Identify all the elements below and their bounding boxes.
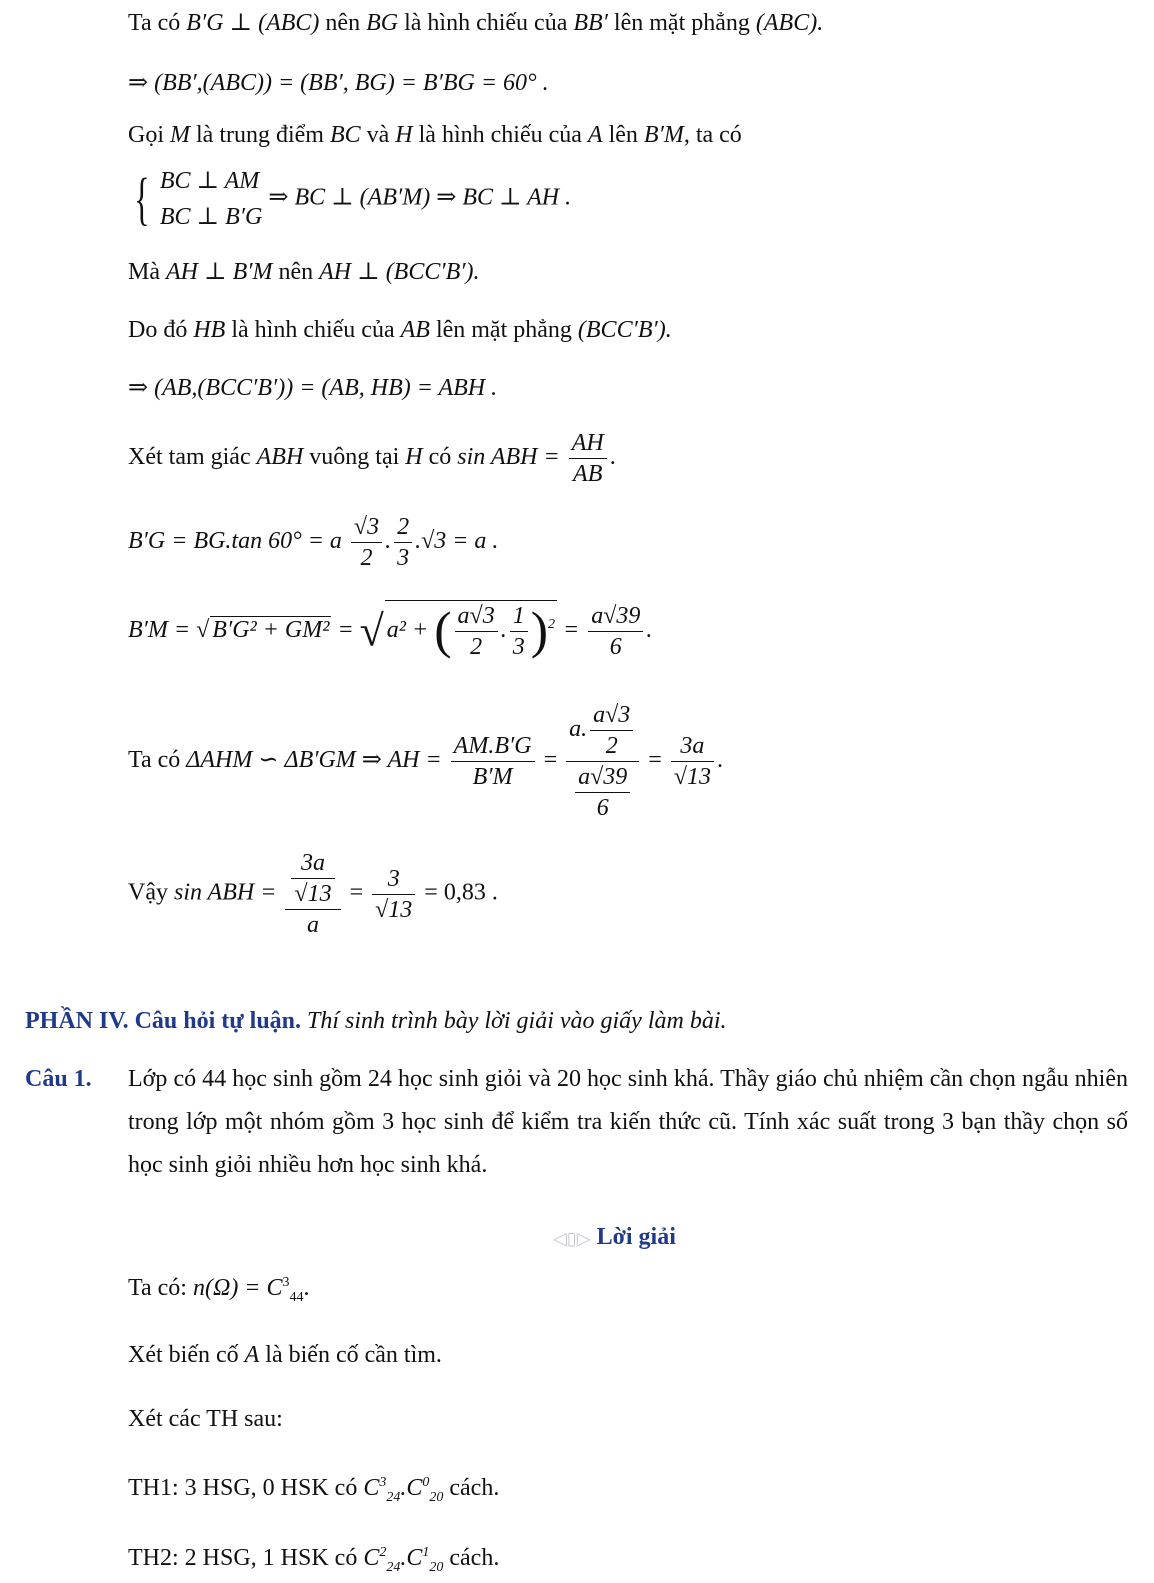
text: là hình chiếu của — [404, 10, 568, 36]
solution-heading — [553, 1222, 676, 1253]
math: = — [648, 747, 662, 774]
compound-fraction: $\frac{\frac{3a}{√13}}{a}$ — [285, 848, 340, 940]
section-title: PHẦN IV. Câu hỏi tự luận. — [25, 1008, 302, 1034]
question-text: Lớp có 44 học sinh gồm 24 học sinh giỏi và 20 học sinh khá. Thầy giáo chủ nhiệm cần chọn ngẫu nhiên trong lớp một nhóm gồm 3 học sinh để kiểm tra kiến thức cũ. Tính xác suất trong 3 bạn thầy chọn số học sinh giỏi nhiều hơn học sinh khá. — [128, 1066, 1128, 1178]
text: TH2: 2 HSG, 1 HSK có — [128, 1545, 358, 1571]
math: ⇒ (BB′,(ABC)) = (BB′, BG) = B′BG = 60° . — [128, 70, 549, 96]
math: BC — [329, 122, 361, 148]
line-4-system — [128, 163, 571, 235]
fraction: $\frac{2}{3}$ — [394, 512, 412, 573]
line-10: B′M = √ B′G² + GM² = √ a² + ( $\frac{a√3}{2}$ . $\frac{1}{3}$ )$^2$ = $\frac{a√39}{6}$ . — [128, 600, 652, 662]
text: nên — [278, 259, 314, 285]
radicand: a² + ( $\frac{a√3}{2}$ . $\frac{1}{3}$ )$^2$ — [385, 600, 557, 662]
math: ⇒ BC ⊥ (AB′M) ⇒ BC ⊥ AH . — [268, 184, 572, 211]
combination: $C^3_{24}.C^0_{20}$ — [363, 1475, 444, 1505]
text: cách. — [449, 1545, 500, 1571]
decorative-arrow-icon: ◁▯▷ — [553, 1228, 591, 1249]
solution-th1 — [128, 1468, 499, 1513]
line-3 — [128, 120, 742, 150]
math: HB — [193, 317, 226, 343]
system-row: BC ⊥ B′G — [159, 204, 263, 230]
math: = — [349, 879, 364, 906]
brace-icon: { — [134, 166, 150, 231]
subscript: 44 — [289, 1289, 304, 1305]
math: .√3 = a . — [415, 528, 499, 555]
text: Vậy — [128, 879, 168, 906]
line-1 — [128, 8, 823, 38]
math: (BCC′B′). — [577, 317, 672, 343]
math: = 0,83 . — [424, 879, 498, 906]
text: TH1: 3 HSG, 0 HSK có — [128, 1475, 358, 1501]
math: = — [543, 747, 558, 774]
text: lên mặt phẳng — [435, 317, 572, 343]
text: Xét tam giác — [128, 444, 251, 471]
question-1 — [25, 1058, 1135, 1198]
superscript: 3 — [282, 1275, 290, 1290]
line-5 — [128, 257, 480, 287]
text: và — [366, 122, 390, 148]
math: H — [405, 444, 423, 471]
text: , ta có — [683, 122, 742, 148]
math: H — [395, 122, 413, 148]
section-instruction: Thí sinh trình bày lời giải vào giấy làm bài. — [307, 1008, 727, 1034]
text: cách. — [449, 1475, 500, 1501]
text: Xét các TH sau: — [128, 1406, 283, 1432]
question-label: Câu 1. — [25, 1066, 92, 1092]
radical-icon: √ — [196, 617, 210, 644]
text: Ta có: — [128, 1275, 187, 1301]
text: là trung điểm — [196, 122, 324, 148]
math: AH ⊥ (BCC′B′). — [319, 259, 480, 285]
compound-fraction: a. $\frac{a√3}{2}$ $\frac{a√39}{6}$ — [566, 700, 639, 823]
line-12 — [128, 848, 498, 940]
fraction: $\frac{AH}{AB}$ — [569, 428, 607, 489]
solution-th2 — [128, 1538, 499, 1583]
math: (ABC). — [755, 10, 824, 36]
math: B′G = BG.tan 60° = a — [128, 528, 342, 555]
combination: $C^2_{24}.C^1_{20}$ — [363, 1545, 444, 1575]
math: sin ABH = — [173, 879, 277, 906]
math: BB′ — [573, 10, 608, 36]
fraction: $\frac{3a}{√13}$ — [671, 731, 714, 792]
line-7 — [128, 373, 497, 403]
solution-title: Lời giải — [596, 1224, 676, 1250]
math: ΔAHM ∽ ΔB′GM ⇒ AH = — [186, 747, 442, 774]
math: AH ⊥ B′M — [166, 259, 273, 285]
fraction: $\frac{3}{√13}$ — [372, 864, 415, 925]
text: nên — [325, 10, 361, 36]
math: AB — [400, 317, 430, 343]
line-11: Ta có ΔAHM ∽ ΔB′GM ⇒ AH = $\frac{AM.B'G}{B'M}$ = a. $\frac{a√3}{2}$ $\frac{a√39}{6}$ = $\frac{3a}{√13}$ . — [128, 702, 724, 821]
math: sin ABH = — [457, 444, 560, 471]
system-stack — [160, 163, 262, 235]
radicand: B′G² + GM² — [212, 617, 330, 644]
text: là biến cố cần tìm. — [265, 1342, 442, 1368]
line-9: B′G = BG.tan 60° = a $\frac{√3}{2}$ . $\frac{2}{3}$ .√3 = a . — [128, 514, 499, 571]
solution-line-3 — [128, 1404, 283, 1434]
text: Ta có — [128, 747, 181, 774]
math: B′M = — [128, 617, 191, 644]
text: là hình chiếu của — [418, 122, 582, 148]
math: ⇒ (AB,(BCC′B′)) = (AB, HB) = ABH . — [128, 375, 498, 401]
fraction: $\frac{a√39}{6}$ — [588, 601, 643, 662]
fraction: $\frac{AM.B'G}{B'M}$ — [451, 731, 535, 792]
line-8: Xét tam giác ABH vuông tại H có sin ABH = $\frac{AH}{AB}$ . — [128, 430, 616, 487]
text: Ta có — [128, 10, 181, 36]
solution-line-1: Ta có: $n(\Omega) = C^3_{44}$. — [128, 1275, 310, 1305]
math: ABH — [256, 444, 304, 471]
math: B′M — [643, 122, 684, 148]
text: vuông tại — [309, 444, 400, 471]
part4-heading — [25, 1006, 727, 1036]
line-6 — [128, 315, 672, 345]
text: Xét biến cố — [128, 1342, 239, 1368]
text: Gọi — [128, 122, 164, 148]
math: = — [563, 617, 580, 644]
text: là hình chiếu của — [231, 317, 395, 343]
text: lên mặt phẳng — [613, 10, 750, 36]
line-2 — [128, 68, 549, 98]
radical-icon: √ — [359, 606, 384, 656]
text: Do đó — [128, 317, 188, 343]
math: = — [337, 617, 354, 644]
math: BG — [366, 10, 399, 36]
math: B′G ⊥ (ABC) — [186, 10, 320, 36]
text: lên — [608, 122, 638, 148]
system-row: BC ⊥ AM — [159, 168, 260, 194]
text: có — [428, 444, 452, 471]
math: M — [170, 122, 190, 148]
math: n(Ω) = C — [192, 1275, 283, 1301]
text: Mà — [128, 259, 160, 285]
fraction: $\frac{√3}{2}$ — [351, 512, 382, 573]
math: A — [244, 1342, 260, 1368]
solution-line-2 — [128, 1340, 442, 1370]
math: A — [587, 122, 603, 148]
